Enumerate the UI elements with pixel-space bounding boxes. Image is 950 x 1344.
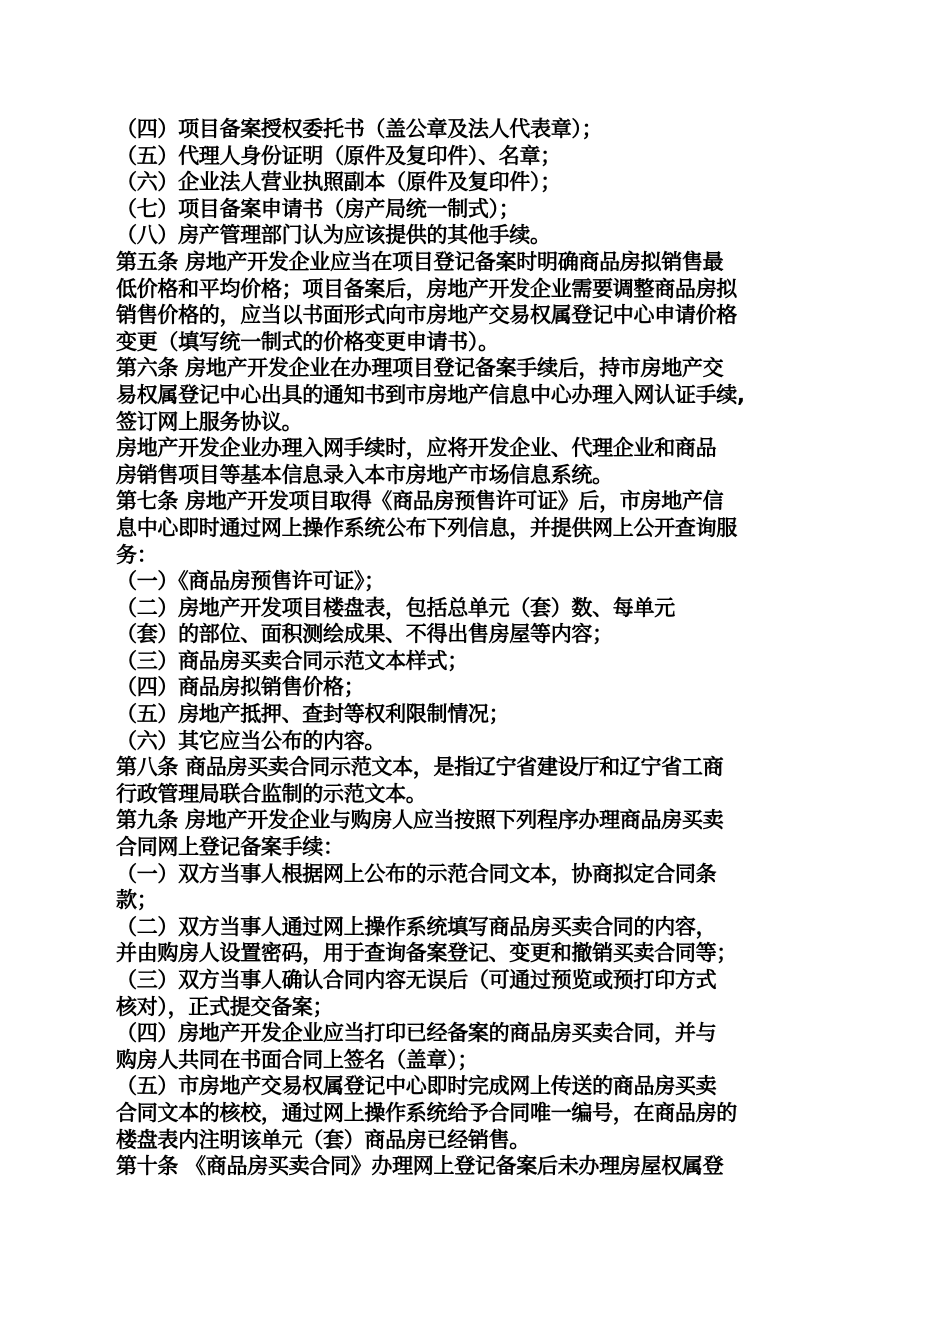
text-line: 第六条 房地产开发企业在办理项目登记备案手续后，持市房地产交	[116, 356, 724, 381]
text-line: （套）的部位、面积测绘成果、不得出售房屋等内容；	[116, 622, 613, 647]
text-line: 第十条 《商品房买卖合同》办理网上登记备案后未办理房屋权属登	[116, 1154, 724, 1179]
text-line: 行政管理局联合监制的示范文本。	[116, 781, 427, 806]
text-line: （四）项目备案授权委托书（盖公章及法人代表章）；	[116, 117, 603, 141]
text-line: （六）企业法人营业执照副本（原件及复印件）；	[116, 170, 561, 195]
text-line: （二）双方当事人通过网上操作系统填写商品房买卖合同的内容，	[116, 914, 717, 939]
text-line: （三）商品房买卖合同示范文本样式；	[116, 648, 468, 673]
regulation-text	[116, 116, 836, 1180]
text-line: （五）代理人身份证明（原件及复印件）、名章；	[116, 143, 561, 168]
text-line: （八）房产管理部门认为应该提供的其他手续。	[116, 223, 551, 248]
text-line: 核对），正式提交备案；	[116, 994, 334, 1019]
text-line: 易权属登记中心出具的通知书到市房地产信息中心办理入网认证手续,	[116, 382, 745, 407]
text-line: 房地产开发企业办理入网手续时，应将开发企业、代理企业和商品	[116, 436, 717, 461]
text-line: 楼盘表内注明该单元（套）商品房已经销售。	[116, 1127, 530, 1152]
text-line: 第九条 房地产开发企业与购房人应当按照下列程序办理商品房买卖	[116, 808, 724, 833]
text-line: 低价格和平均价格；项目备案后，房地产开发企业需要调整商品房拟	[116, 276, 737, 301]
text-line: （五）市房地产交易权属登记中心即时完成网上传送的商品房买卖	[116, 1074, 717, 1099]
text-line: （一）双方当事人根据网上公布的示范合同文本，协商拟定合同条	[116, 861, 717, 886]
text-line: 第七条 房地产开发项目取得《商品房预售许可证》后，市房地产信	[116, 489, 724, 514]
text-line: 第五条 房地产开发企业应当在项目登记备案时明确商品房拟销售最	[116, 249, 724, 274]
text-line: （五）房地产抵押、查封等权利限制情况；	[116, 702, 510, 727]
text-line: （四）房地产开发企业应当打印已经备案的商品房买卖合同，并与	[116, 1021, 717, 1046]
text-line: 务：	[116, 542, 158, 567]
text-line: 变更（填写统一制式的价格变更申请书）。	[116, 329, 499, 354]
text-line: （七）项目备案申请书（房产局统一制式）；	[116, 196, 520, 221]
text-line: （六）其它应当公布的内容。	[116, 728, 386, 753]
text-line: 合同文本的核校，通过网上操作系统给予合同唯一编号，在商品房的	[116, 1100, 737, 1125]
text-line: （四）商品房拟销售价格；	[116, 675, 365, 700]
text-line: （一）《商品房预售许可证》；	[116, 569, 385, 594]
text-line: 签订网上服务协议。	[116, 409, 303, 434]
text-line: （三）双方当事人确认合同内容无误后（可通过预览或预打印方式	[116, 968, 717, 992]
text-line: （二）房地产开发项目楼盘表，包括总单元（套）数、每单元	[116, 595, 675, 620]
text-line: 并由购房人设置密码，用于查询备案登记、变更和撤销买卖合同等；	[116, 941, 737, 966]
text-line: 款；	[116, 888, 158, 913]
text-line: 第八条 商品房买卖合同示范文本，是指辽宁省建设厅和辽宁省工商	[116, 755, 724, 780]
text-line: 合同网上登记备案手续：	[116, 835, 344, 860]
text-line: 销售价格的，应当以书面形式向市房地产交易权属登记中心申请价格	[116, 303, 737, 328]
text-line: 购房人共同在书面合同上签名（盖章）；	[116, 1047, 479, 1072]
text-line: 房销售项目等基本信息录入本市房地产市场信息系统。	[116, 462, 613, 487]
text-line: 息中心即时通过网上操作系统公布下列信息，并提供网上公开查询服	[116, 515, 737, 540]
